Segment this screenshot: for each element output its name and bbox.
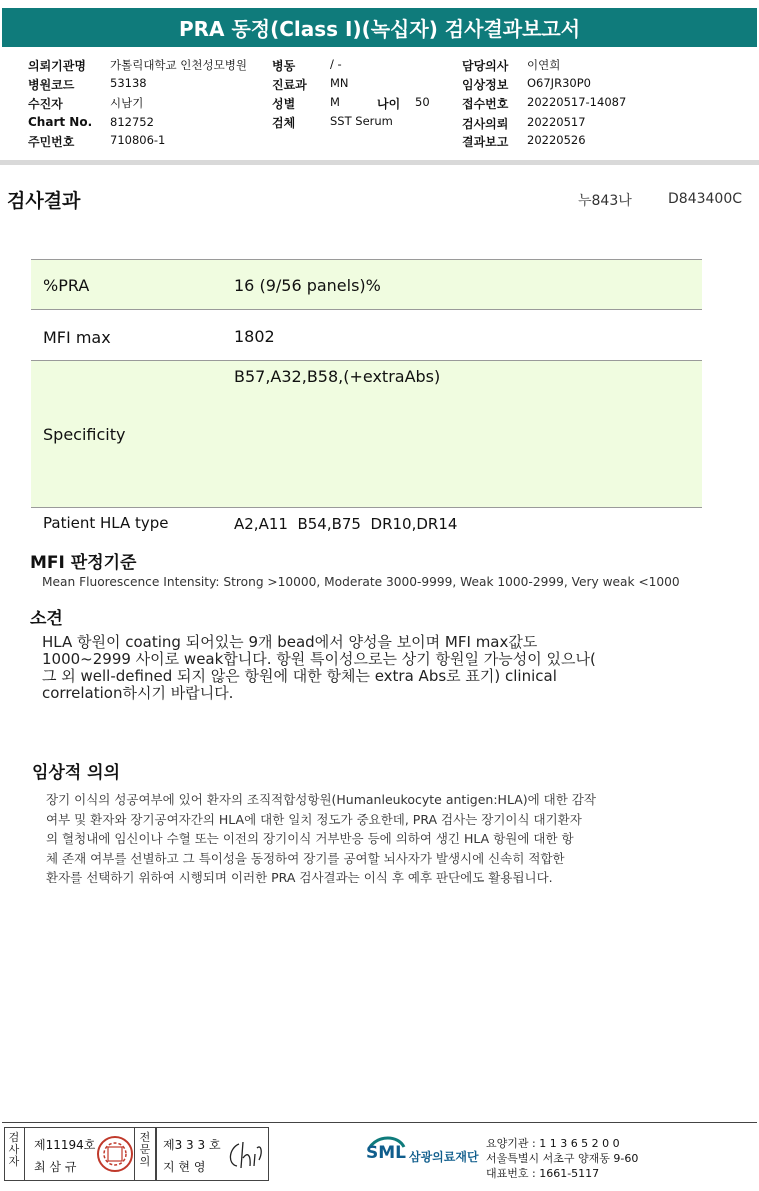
- resident-no-value: 710806-1: [110, 133, 166, 147]
- test-code-korean: 누843나: [578, 193, 632, 209]
- patient-hla-label: Patient HLA type: [43, 514, 169, 532]
- mfi-max-label: MFI max: [43, 328, 111, 347]
- examiner-name: 최 삼 규: [34, 1160, 77, 1174]
- specimen-value: SST Serum: [330, 114, 393, 128]
- footer-divider: [2, 1122, 757, 1123]
- mfi-criteria-text: Mean Fluorescence Intensity: Strong >10000, Moderate 3000-9999, Weak 1000-2999, Very weak <1000: [42, 575, 680, 589]
- report-date-value: 20220526: [527, 133, 586, 147]
- finding-heading: 소견: [30, 609, 63, 629]
- specialist-license-no: 제3 3 3 호: [163, 1138, 221, 1152]
- specialist-signature-box: [134, 1127, 269, 1181]
- mfi-max-value: 1802: [234, 327, 275, 346]
- ward-value: / -: [330, 57, 342, 71]
- doctor-value: 이연희: [527, 58, 561, 72]
- department-label: 진료과: [272, 78, 307, 92]
- sex-label: 성별: [272, 97, 296, 111]
- report-date-label: 결과보고: [462, 135, 509, 149]
- org-name: 삼광의료재단: [409, 1150, 479, 1164]
- examiner-seal: [95, 1134, 135, 1174]
- pra-value: 16 (9/56 panels)%: [234, 276, 381, 295]
- patient-hla-value: A2,A11 B54,B75 DR10,DR14: [234, 515, 458, 533]
- hospital-code-value: 53138: [110, 76, 147, 90]
- specificity-value: B57,A32,B58,(+extraAbs): [234, 367, 441, 386]
- org-logo-text: SML: [366, 1143, 406, 1163]
- resident-no-label: 주민번호: [28, 135, 75, 149]
- specimen-label: 검체: [272, 116, 296, 130]
- hospital-code-label: 병원코드: [28, 78, 75, 92]
- report-title: PRA 동정(Class I)(녹십자) 검사결과보고서: [2, 8, 757, 47]
- finding-text: HLA 항원이 coating 되어있는 9개 bead에서 양성을 보이며 MFI max값도 1000~2999 사이로 weak합니다. 항원 특이성으로는 상기 항원일 가능성이 있으나( 그 외 well-defined 되지 않은 항원에 대한 항체는 extra Abs로 표기) clinical correlation하시기 바랍니다.: [42, 633, 596, 702]
- clinical-text: 장기 이식의 성공여부에 있어 환자의 조직적합성항원(Humanleukocyte antigen:HLA)에 대한 감작 여부 및 환자와 장기공여자간의 HLA에 대한 일치 정도가 중요한데, PRA 검사는 장기이식 대기환자 의 혈청내에 임신이나 수혈 또는 이전의 장기이식 거부반응 등에 의하여 생긴 HLA 항원에 대한 항 체 존재 여부를 선별하고 그 특이성을 동정하여 장기를 공여할 뇌사자가 발생시에 신속히 적합한 환자를 선택하기 위하여 시행되며 이러한 PRA 검사결과는 이식 후 예후 판단에도 활용됩니다.: [46, 792, 596, 885]
- patient-value: 시남기: [110, 96, 144, 110]
- ward-label: 병동: [272, 59, 296, 73]
- result-heading: 검사결과: [7, 190, 81, 212]
- specialist-signature: [223, 1138, 265, 1172]
- row-pra: [31, 260, 702, 309]
- receipt-no-value: 20220517-14087: [527, 95, 627, 109]
- specialist-name: 지 현 영: [163, 1160, 206, 1174]
- department-value: MN: [330, 76, 349, 90]
- org-code: 요양기관 : 1 1 3 6 5 2 0 0: [486, 1137, 620, 1150]
- row-mfi-max: [31, 310, 702, 360]
- org-address: 서울특별시 서초구 양재동 9-60: [486, 1152, 639, 1165]
- clinical-info-label: 임상정보: [462, 78, 509, 92]
- chart-no-value: 812752: [110, 115, 154, 129]
- age-value: 50: [415, 95, 430, 109]
- doctor-label: 담당의사: [462, 59, 509, 73]
- row-specificity: [31, 361, 702, 507]
- specificity-label: Specificity: [43, 425, 126, 444]
- examiner-vertical-label: 검 사 자: [8, 1131, 20, 1168]
- sex-value: M: [330, 95, 340, 109]
- specialist-vertical-label: 전 문 의: [139, 1131, 151, 1168]
- org-phone: 대표번호 : 1661-5117: [486, 1167, 600, 1180]
- clinical-heading: 임상적 의의: [32, 763, 121, 783]
- patient-label: 수진자: [28, 97, 63, 111]
- hospital-label: 의뢰기관명: [28, 59, 86, 73]
- test-code: D843400C: [668, 191, 742, 207]
- request-date-value: 20220517: [527, 115, 586, 129]
- request-date-label: 검사의뢰: [462, 117, 509, 131]
- mfi-criteria-heading: MFI 판정기준: [30, 553, 137, 573]
- clinical-info-value: O67JR30P0: [527, 76, 591, 90]
- examiner-license-no: 제11194호: [34, 1138, 96, 1152]
- chart-no-label: Chart No.: [28, 115, 93, 129]
- hospital-value: 가톨릭대학교 인천성모병원: [110, 58, 247, 72]
- pra-label: %PRA: [43, 276, 90, 295]
- header-divider: [0, 160, 759, 165]
- row-patient-hla: [31, 508, 702, 538]
- age-label: 나이: [377, 97, 401, 111]
- receipt-no-label: 접수번호: [462, 97, 509, 111]
